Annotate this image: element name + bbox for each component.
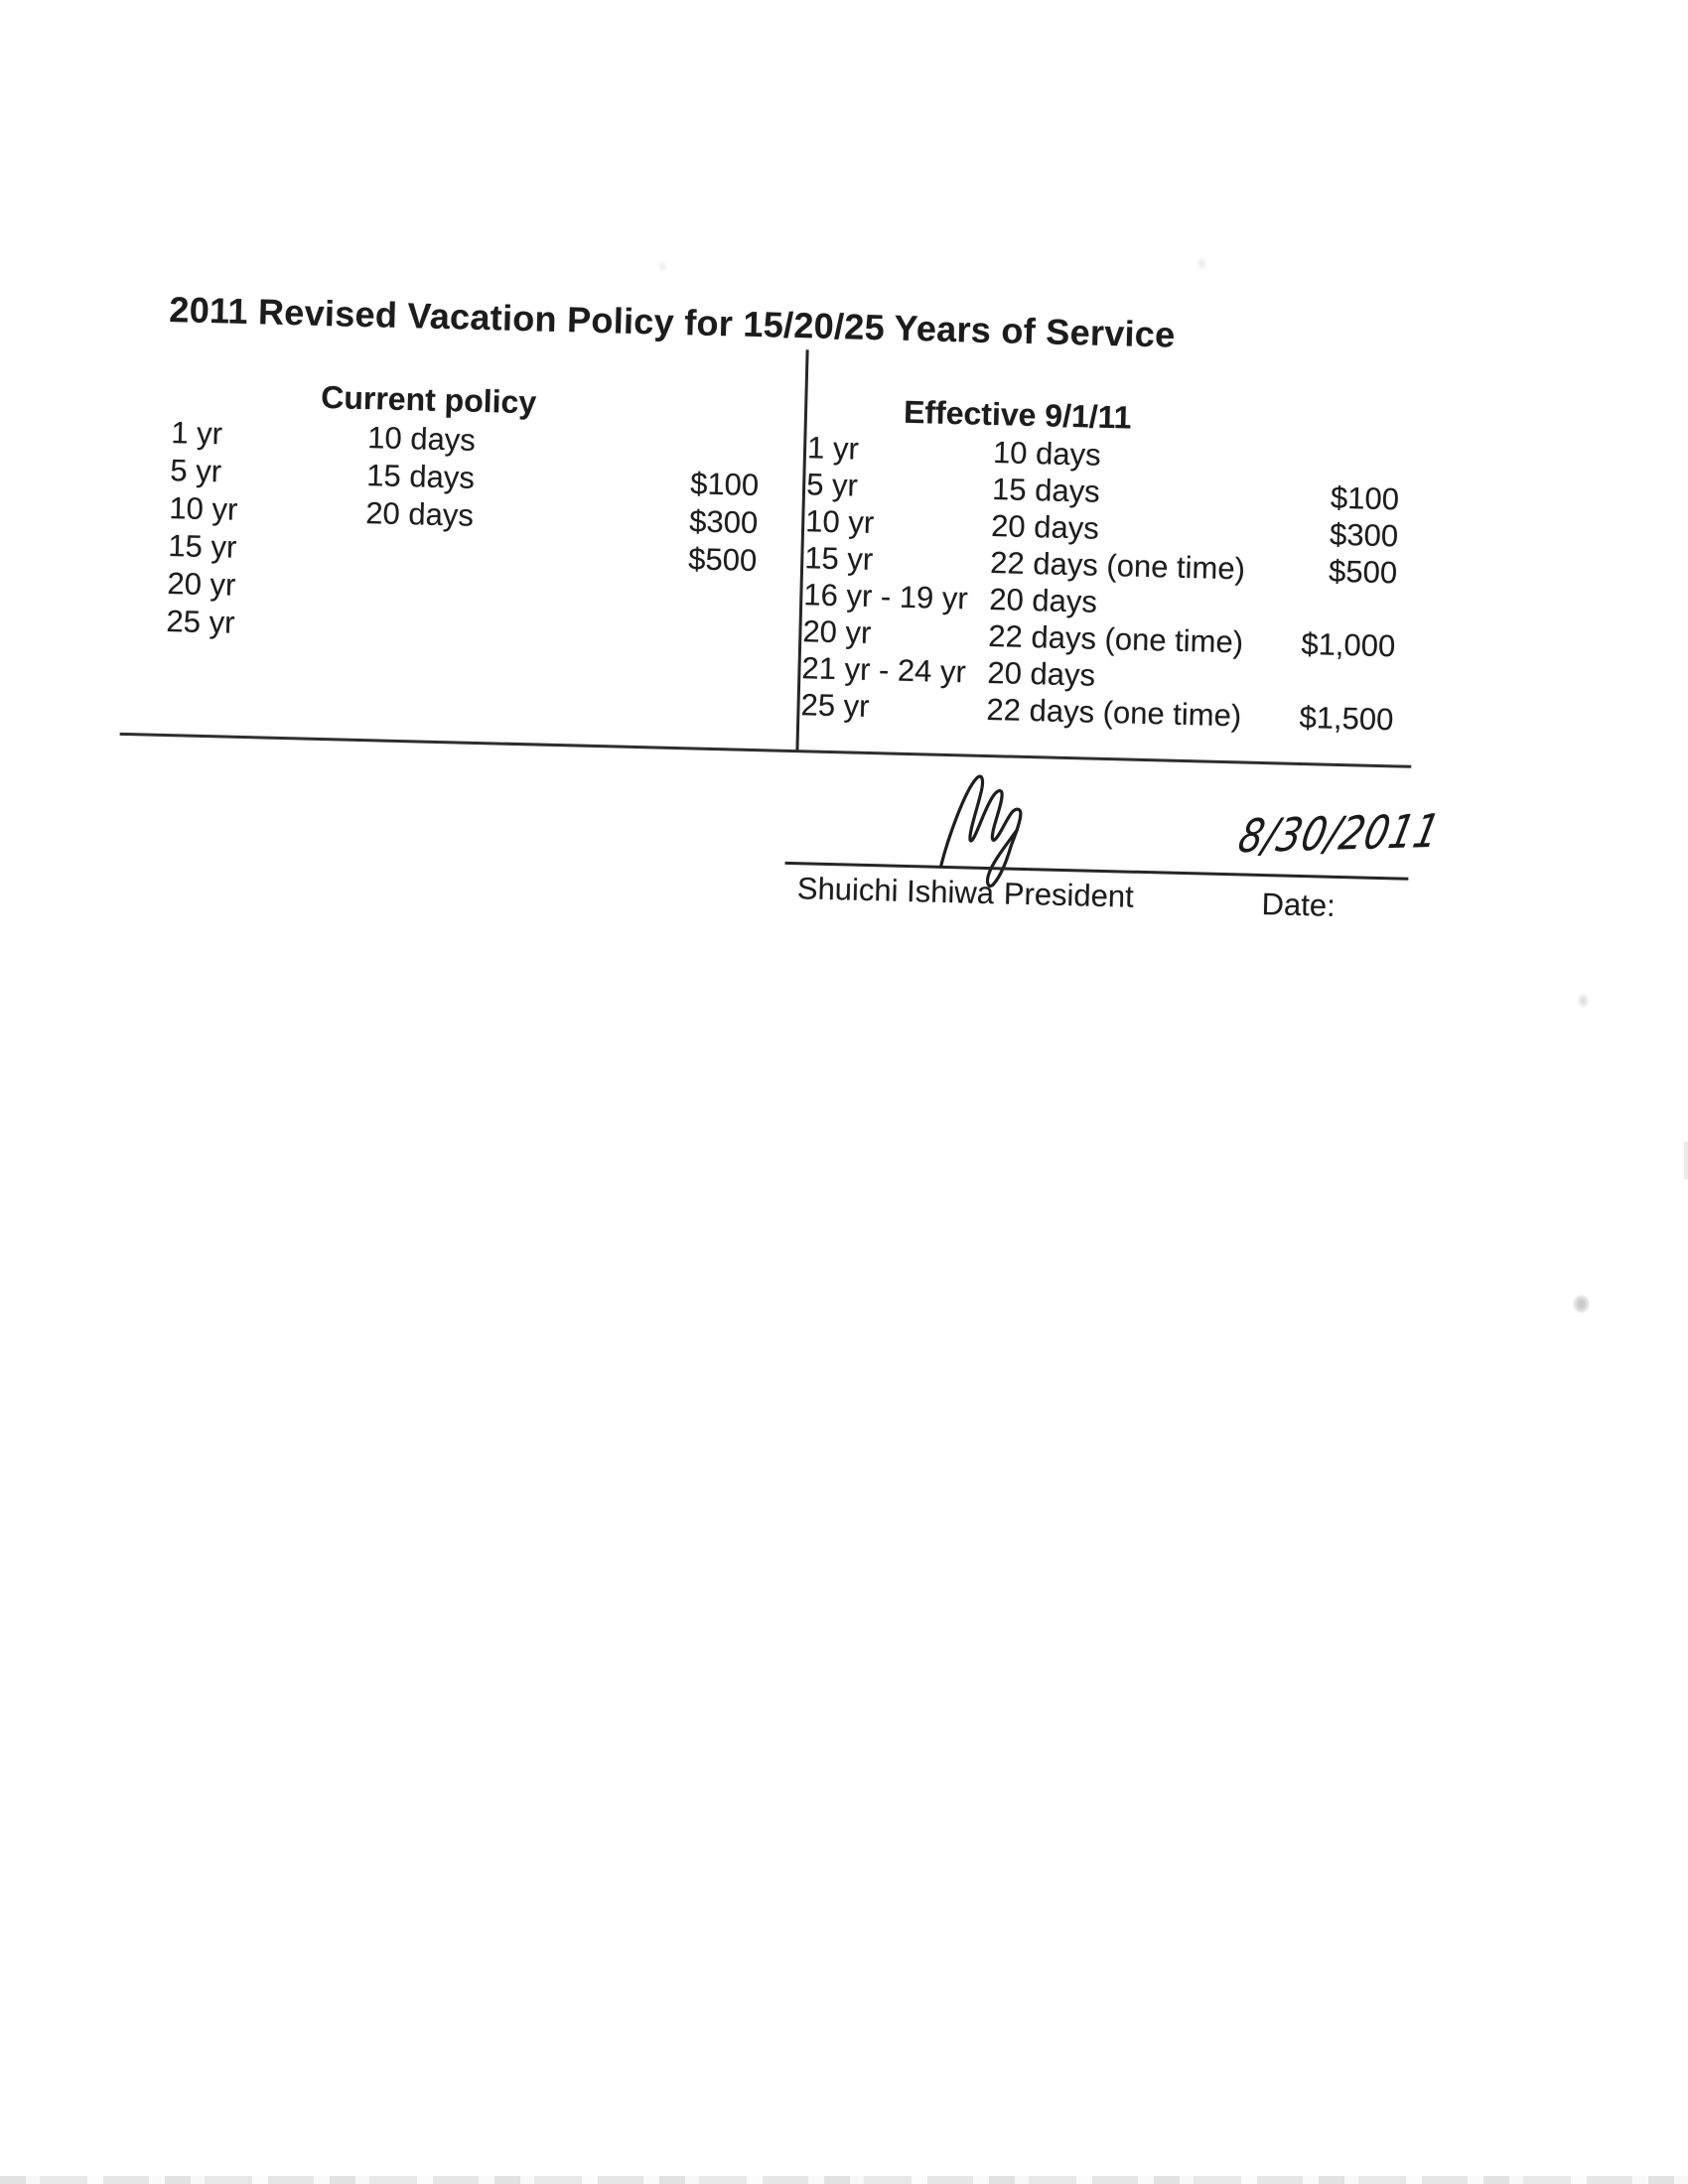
bonus-cell: [658, 578, 757, 617]
years-cell: 20 yr: [167, 566, 236, 603]
bonus-cell: [662, 427, 761, 467]
days-cell: 22 days (one time): [989, 545, 1246, 587]
section-separator-line: [120, 733, 1412, 768]
scan-speck: [1196, 256, 1208, 271]
years-cell: 10 yr: [804, 503, 875, 541]
effective-policy-header: Effective 9/1/11: [903, 393, 1132, 436]
page-title: 2011 Revised Vacation Policy for 15/20/25 Years of Service: [168, 289, 1177, 355]
bonus-cell: [1291, 442, 1401, 481]
signatory-title: President: [1003, 876, 1135, 914]
days-cell: 15 days: [365, 458, 476, 495]
bonus-cell: [1287, 589, 1397, 628]
days-cell: 20 days: [364, 495, 475, 533]
scan-speck: [1573, 1295, 1590, 1313]
date-label: Date:: [1261, 887, 1336, 923]
handwritten-date: 8/30/2011: [1233, 803, 1446, 864]
years-cell: 10 yr: [168, 490, 238, 527]
years-cell: 15 yr: [803, 540, 874, 578]
days-cell: 22 days (one time): [987, 617, 1244, 660]
days-cell: 10 days: [366, 420, 477, 458]
days-cell: 10 days: [992, 435, 1102, 473]
years-cell: 25 yr: [800, 687, 870, 724]
days-cell: 20 days: [990, 508, 1100, 546]
days-cell: 15 days: [991, 472, 1101, 509]
bonus-cell: $100: [689, 466, 760, 503]
days-cell: 22 days (one time): [986, 691, 1242, 734]
bonus-cell: [657, 615, 756, 655]
days-cell: [362, 608, 658, 653]
bonus-cell: $300: [1329, 516, 1399, 554]
scan-speck: [1577, 993, 1590, 1009]
bonus-cell: [1285, 662, 1395, 702]
bonus-cell: $1,000: [1301, 625, 1396, 664]
years-cell: 1 yr: [170, 415, 223, 452]
years-cell: 5 yr: [169, 453, 222, 489]
scan-bottom-edge-artifact: [0, 2176, 1688, 2184]
years-cell: 25 yr: [166, 604, 235, 640]
years-cell: 1 yr: [806, 430, 860, 467]
bonus-cell: $500: [1328, 553, 1398, 591]
bonus-cell: $300: [688, 503, 759, 541]
years-cell: 21 yr - 24 yr: [801, 650, 967, 690]
handwritten-signature: [932, 764, 1050, 891]
years-cell: 5 yr: [805, 467, 859, 503]
bonus-cell: $500: [687, 541, 758, 579]
scan-speck: [657, 260, 668, 273]
years-cell: 15 yr: [168, 528, 237, 565]
scan-edge-artifact: [1684, 1142, 1688, 1179]
current-policy-header: Current policy: [320, 378, 537, 421]
signatory-name: Shuichi Ishiwa: [796, 871, 995, 911]
effective-policy-table: [800, 429, 1400, 738]
days-cell: 20 days: [988, 582, 1098, 619]
bonus-cell: $100: [1330, 479, 1400, 517]
years-cell: 16 yr - 19 yr: [802, 577, 969, 616]
years-cell: 20 yr: [802, 614, 872, 650]
days-cell: 20 days: [987, 654, 1096, 693]
bonus-cell: $1,500: [1299, 699, 1394, 738]
current-policy-table: [166, 414, 761, 655]
